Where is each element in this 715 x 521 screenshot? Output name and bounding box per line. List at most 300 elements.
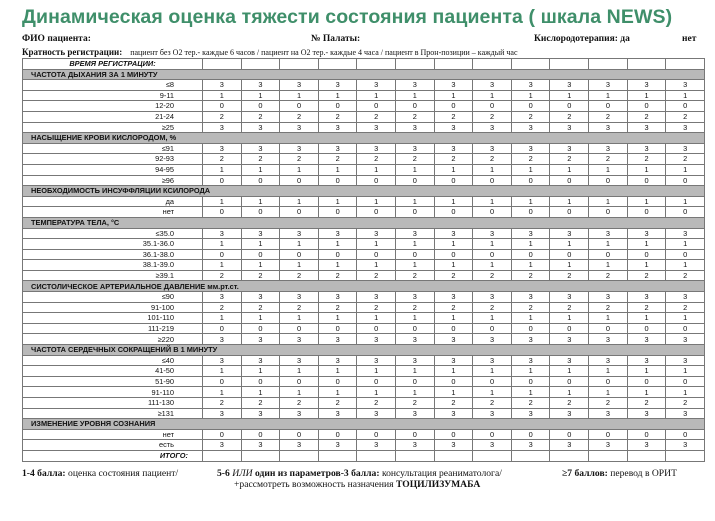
score-cell[interactable]: 1 (550, 164, 589, 175)
score-cell[interactable]: 1 (666, 387, 705, 398)
score-cell[interactable]: 1 (473, 313, 512, 324)
score-cell[interactable]: 0 (550, 175, 589, 186)
score-cell[interactable]: 3 (666, 122, 705, 133)
score-cell[interactable]: 0 (511, 101, 550, 112)
score-cell[interactable]: 0 (357, 249, 396, 260)
score-cell[interactable]: 0 (280, 249, 319, 260)
score-cell[interactable]: 3 (357, 292, 396, 303)
score-cell[interactable]: 0 (434, 376, 473, 387)
time-cell[interactable] (550, 59, 589, 70)
score-cell[interactable]: 0 (357, 376, 396, 387)
score-cell[interactable]: 0 (203, 207, 242, 218)
score-cell[interactable]: 2 (241, 111, 280, 122)
score-cell[interactable]: 0 (550, 429, 589, 440)
time-cell[interactable] (357, 59, 396, 70)
score-cell[interactable]: 3 (203, 440, 242, 451)
score-cell[interactable]: 3 (203, 292, 242, 303)
score-cell[interactable]: 0 (396, 323, 435, 334)
score-cell[interactable]: 1 (396, 387, 435, 398)
score-cell[interactable]: 3 (511, 80, 550, 91)
score-cell[interactable]: 1 (627, 387, 666, 398)
score-cell[interactable]: 1 (511, 239, 550, 250)
score-cell[interactable]: 3 (280, 143, 319, 154)
score-cell[interactable]: 3 (589, 228, 628, 239)
score-cell[interactable]: 1 (434, 90, 473, 101)
score-cell[interactable]: 0 (241, 429, 280, 440)
score-cell[interactable]: 2 (280, 154, 319, 165)
score-cell[interactable]: 2 (434, 154, 473, 165)
score-cell[interactable]: 1 (434, 196, 473, 207)
score-cell[interactable]: 3 (434, 80, 473, 91)
score-cell[interactable]: 0 (318, 376, 357, 387)
score-cell[interactable]: 3 (396, 122, 435, 133)
score-cell[interactable]: 2 (666, 111, 705, 122)
score-cell[interactable]: 2 (666, 270, 705, 281)
score-cell[interactable]: 0 (589, 249, 628, 260)
time-cell[interactable] (396, 59, 435, 70)
score-cell[interactable]: 3 (511, 440, 550, 451)
score-cell[interactable]: 3 (511, 122, 550, 133)
score-cell[interactable]: 3 (241, 80, 280, 91)
score-cell[interactable]: 3 (666, 408, 705, 419)
score-cell[interactable]: 3 (203, 228, 242, 239)
score-cell[interactable]: 3 (357, 143, 396, 154)
score-cell[interactable]: 0 (627, 207, 666, 218)
score-cell[interactable]: 2 (627, 154, 666, 165)
score-cell[interactable]: 3 (511, 292, 550, 303)
score-cell[interactable]: 3 (241, 292, 280, 303)
score-cell[interactable]: 1 (318, 239, 357, 250)
score-cell[interactable]: 2 (241, 270, 280, 281)
score-cell[interactable]: 3 (473, 334, 512, 345)
score-cell[interactable]: 2 (241, 398, 280, 409)
score-cell[interactable]: 1 (627, 313, 666, 324)
score-cell[interactable]: 0 (550, 323, 589, 334)
total-cell[interactable] (396, 450, 435, 461)
score-cell[interactable]: 0 (666, 249, 705, 260)
score-cell[interactable]: 2 (241, 302, 280, 313)
score-cell[interactable]: 0 (434, 175, 473, 186)
score-cell[interactable]: 0 (627, 175, 666, 186)
score-cell[interactable]: 0 (396, 249, 435, 260)
score-cell[interactable]: 1 (203, 313, 242, 324)
score-cell[interactable]: 0 (473, 175, 512, 186)
score-cell[interactable]: 0 (280, 323, 319, 334)
score-cell[interactable]: 3 (550, 228, 589, 239)
score-cell[interactable]: 0 (550, 249, 589, 260)
score-cell[interactable]: 3 (280, 122, 319, 133)
score-cell[interactable]: 3 (434, 292, 473, 303)
score-cell[interactable]: 0 (318, 175, 357, 186)
score-cell[interactable]: 0 (511, 376, 550, 387)
score-cell[interactable]: 0 (241, 376, 280, 387)
score-cell[interactable]: 3 (357, 334, 396, 345)
score-cell[interactable]: 3 (589, 143, 628, 154)
score-cell[interactable]: 1 (396, 239, 435, 250)
score-cell[interactable]: 1 (357, 239, 396, 250)
score-cell[interactable]: 3 (550, 355, 589, 366)
score-cell[interactable]: 1 (473, 366, 512, 377)
score-cell[interactable]: 0 (396, 376, 435, 387)
score-cell[interactable]: 0 (318, 323, 357, 334)
score-cell[interactable]: 0 (473, 376, 512, 387)
score-cell[interactable]: 3 (434, 440, 473, 451)
total-cell[interactable] (357, 450, 396, 461)
score-cell[interactable]: 0 (396, 101, 435, 112)
score-cell[interactable]: 3 (589, 408, 628, 419)
score-cell[interactable]: 3 (241, 334, 280, 345)
score-cell[interactable]: 1 (434, 387, 473, 398)
score-cell[interactable]: 1 (357, 313, 396, 324)
score-cell[interactable]: 2 (511, 398, 550, 409)
score-cell[interactable]: 3 (203, 80, 242, 91)
score-cell[interactable]: 0 (434, 323, 473, 334)
score-cell[interactable]: 0 (203, 101, 242, 112)
score-cell[interactable]: 3 (434, 122, 473, 133)
score-cell[interactable]: 2 (434, 111, 473, 122)
score-cell[interactable]: 3 (550, 80, 589, 91)
score-cell[interactable]: 0 (627, 376, 666, 387)
score-cell[interactable]: 3 (627, 122, 666, 133)
score-cell[interactable]: 2 (357, 270, 396, 281)
score-cell[interactable]: 3 (280, 228, 319, 239)
score-cell[interactable]: 3 (434, 143, 473, 154)
score-cell[interactable]: 1 (666, 90, 705, 101)
score-cell[interactable]: 0 (511, 175, 550, 186)
score-cell[interactable]: 1 (550, 260, 589, 271)
score-cell[interactable]: 2 (511, 270, 550, 281)
score-cell[interactable]: 0 (550, 101, 589, 112)
score-cell[interactable]: 2 (318, 111, 357, 122)
score-cell[interactable]: 1 (473, 164, 512, 175)
score-cell[interactable]: 3 (589, 80, 628, 91)
score-cell[interactable]: 0 (203, 376, 242, 387)
score-cell[interactable]: 2 (666, 398, 705, 409)
score-cell[interactable]: 1 (666, 164, 705, 175)
score-cell[interactable]: 1 (280, 366, 319, 377)
score-cell[interactable]: 3 (318, 228, 357, 239)
score-cell[interactable]: 0 (434, 207, 473, 218)
score-cell[interactable]: 2 (318, 154, 357, 165)
score-cell[interactable]: 2 (550, 302, 589, 313)
score-cell[interactable]: 3 (280, 408, 319, 419)
score-cell[interactable]: 0 (203, 323, 242, 334)
score-cell[interactable]: 2 (434, 398, 473, 409)
score-cell[interactable]: 1 (203, 260, 242, 271)
score-cell[interactable]: 3 (550, 334, 589, 345)
score-cell[interactable]: 1 (589, 366, 628, 377)
score-cell[interactable]: 3 (511, 334, 550, 345)
score-cell[interactable]: 1 (511, 313, 550, 324)
score-cell[interactable]: 1 (666, 313, 705, 324)
score-cell[interactable]: 0 (318, 101, 357, 112)
score-cell[interactable]: 3 (318, 292, 357, 303)
score-cell[interactable]: 3 (473, 355, 512, 366)
score-cell[interactable]: 3 (357, 355, 396, 366)
score-cell[interactable]: 1 (550, 313, 589, 324)
score-cell[interactable]: 3 (627, 143, 666, 154)
score-cell[interactable]: 1 (666, 196, 705, 207)
score-cell[interactable]: 1 (511, 164, 550, 175)
time-cell[interactable] (666, 59, 705, 70)
score-cell[interactable]: 0 (203, 175, 242, 186)
score-cell[interactable]: 0 (473, 101, 512, 112)
score-cell[interactable]: 3 (434, 355, 473, 366)
score-cell[interactable]: 2 (550, 111, 589, 122)
score-cell[interactable]: 1 (550, 196, 589, 207)
score-cell[interactable]: 3 (473, 440, 512, 451)
score-cell[interactable]: 3 (473, 122, 512, 133)
score-cell[interactable]: 2 (589, 154, 628, 165)
score-cell[interactable]: 3 (396, 408, 435, 419)
score-cell[interactable]: 1 (627, 90, 666, 101)
score-cell[interactable]: 1 (280, 239, 319, 250)
score-cell[interactable]: 1 (666, 239, 705, 250)
score-cell[interactable]: 3 (627, 440, 666, 451)
score-cell[interactable]: 1 (511, 366, 550, 377)
score-cell[interactable]: 0 (434, 101, 473, 112)
score-cell[interactable]: 2 (627, 270, 666, 281)
score-cell[interactable]: 2 (666, 154, 705, 165)
score-cell[interactable]: 0 (357, 207, 396, 218)
score-cell[interactable]: 3 (511, 355, 550, 366)
score-cell[interactable]: 0 (241, 101, 280, 112)
score-cell[interactable]: 0 (627, 323, 666, 334)
score-cell[interactable]: 3 (357, 122, 396, 133)
total-cell[interactable] (511, 450, 550, 461)
score-cell[interactable]: 2 (280, 111, 319, 122)
score-cell[interactable]: 3 (550, 143, 589, 154)
score-cell[interactable]: 1 (241, 196, 280, 207)
score-cell[interactable]: 1 (589, 164, 628, 175)
time-cell[interactable] (473, 59, 512, 70)
score-cell[interactable]: 3 (473, 80, 512, 91)
score-cell[interactable]: 1 (511, 196, 550, 207)
score-cell[interactable]: 3 (473, 228, 512, 239)
score-cell[interactable]: 1 (318, 90, 357, 101)
score-cell[interactable]: 3 (280, 440, 319, 451)
score-cell[interactable]: 1 (280, 387, 319, 398)
score-cell[interactable]: 2 (203, 398, 242, 409)
score-cell[interactable]: 3 (511, 408, 550, 419)
score-cell[interactable]: 1 (203, 164, 242, 175)
score-cell[interactable]: 1 (589, 196, 628, 207)
score-cell[interactable]: 2 (434, 302, 473, 313)
score-cell[interactable]: 1 (511, 90, 550, 101)
score-cell[interactable]: 3 (241, 228, 280, 239)
score-cell[interactable]: 1 (241, 387, 280, 398)
score-cell[interactable]: 0 (396, 175, 435, 186)
score-cell[interactable]: 2 (357, 398, 396, 409)
score-cell[interactable]: 3 (627, 80, 666, 91)
score-cell[interactable]: 3 (666, 80, 705, 91)
score-cell[interactable]: 0 (666, 207, 705, 218)
score-cell[interactable]: 0 (280, 429, 319, 440)
score-cell[interactable]: 1 (357, 260, 396, 271)
score-cell[interactable]: 3 (203, 122, 242, 133)
total-cell[interactable] (203, 450, 242, 461)
score-cell[interactable]: 2 (434, 270, 473, 281)
score-cell[interactable]: 3 (666, 334, 705, 345)
score-cell[interactable]: 0 (241, 249, 280, 260)
score-cell[interactable]: 1 (396, 196, 435, 207)
score-cell[interactable]: 2 (589, 302, 628, 313)
score-cell[interactable]: 0 (511, 323, 550, 334)
score-cell[interactable]: 2 (357, 111, 396, 122)
score-cell[interactable]: 2 (473, 302, 512, 313)
score-cell[interactable]: 2 (203, 154, 242, 165)
score-cell[interactable]: 2 (203, 111, 242, 122)
score-cell[interactable]: 1 (280, 164, 319, 175)
score-cell[interactable]: 2 (550, 154, 589, 165)
score-cell[interactable]: 1 (357, 366, 396, 377)
score-cell[interactable]: 1 (434, 366, 473, 377)
total-cell[interactable] (241, 450, 280, 461)
score-cell[interactable]: 3 (318, 143, 357, 154)
score-cell[interactable]: 1 (203, 387, 242, 398)
score-cell[interactable]: 1 (434, 239, 473, 250)
total-cell[interactable] (434, 450, 473, 461)
score-cell[interactable]: 1 (511, 387, 550, 398)
score-cell[interactable]: 1 (434, 164, 473, 175)
score-cell[interactable]: 3 (589, 440, 628, 451)
score-cell[interactable]: 3 (357, 408, 396, 419)
score-cell[interactable]: 0 (511, 249, 550, 260)
score-cell[interactable]: 1 (396, 164, 435, 175)
score-cell[interactable]: 2 (627, 398, 666, 409)
score-cell[interactable]: 3 (318, 355, 357, 366)
score-cell[interactable]: 1 (318, 260, 357, 271)
score-cell[interactable]: 1 (473, 90, 512, 101)
score-cell[interactable]: 0 (357, 323, 396, 334)
score-cell[interactable]: 1 (280, 260, 319, 271)
score-cell[interactable]: 1 (203, 239, 242, 250)
score-cell[interactable]: 3 (396, 334, 435, 345)
score-cell[interactable]: 3 (589, 334, 628, 345)
score-cell[interactable]: 3 (203, 355, 242, 366)
score-cell[interactable]: 1 (550, 366, 589, 377)
score-cell[interactable]: 3 (318, 408, 357, 419)
score-cell[interactable]: 1 (241, 313, 280, 324)
score-cell[interactable]: 1 (318, 313, 357, 324)
score-cell[interactable]: 3 (589, 355, 628, 366)
score-cell[interactable]: 0 (627, 429, 666, 440)
score-cell[interactable]: 3 (666, 355, 705, 366)
score-cell[interactable]: 3 (589, 292, 628, 303)
score-cell[interactable]: 3 (280, 355, 319, 366)
score-cell[interactable]: 1 (396, 313, 435, 324)
score-cell[interactable]: 1 (318, 196, 357, 207)
score-cell[interactable]: 0 (666, 429, 705, 440)
score-cell[interactable]: 0 (511, 207, 550, 218)
score-cell[interactable]: 1 (318, 164, 357, 175)
score-cell[interactable]: 1 (627, 239, 666, 250)
score-cell[interactable]: 1 (627, 196, 666, 207)
score-cell[interactable]: 0 (357, 175, 396, 186)
score-cell[interactable]: 2 (357, 302, 396, 313)
score-cell[interactable]: 2 (589, 270, 628, 281)
score-cell[interactable]: 3 (357, 80, 396, 91)
score-cell[interactable]: 1 (627, 366, 666, 377)
score-cell[interactable]: 0 (589, 323, 628, 334)
score-cell[interactable]: 1 (318, 387, 357, 398)
score-cell[interactable]: 0 (550, 376, 589, 387)
score-cell[interactable]: 0 (318, 249, 357, 260)
score-cell[interactable]: 2 (396, 154, 435, 165)
time-cell[interactable] (280, 59, 319, 70)
score-cell[interactable]: 1 (473, 387, 512, 398)
score-cell[interactable]: 2 (550, 270, 589, 281)
score-cell[interactable]: 0 (666, 376, 705, 387)
score-cell[interactable]: 1 (318, 366, 357, 377)
score-cell[interactable]: 2 (280, 270, 319, 281)
time-cell[interactable] (203, 59, 242, 70)
score-cell[interactable]: 1 (473, 260, 512, 271)
score-cell[interactable]: 2 (318, 270, 357, 281)
score-cell[interactable]: 0 (434, 429, 473, 440)
score-cell[interactable]: 3 (473, 292, 512, 303)
score-cell[interactable]: 0 (589, 207, 628, 218)
score-cell[interactable]: 0 (203, 249, 242, 260)
score-cell[interactable]: 0 (280, 207, 319, 218)
score-cell[interactable]: 0 (241, 207, 280, 218)
score-cell[interactable]: 2 (473, 111, 512, 122)
score-cell[interactable]: 0 (473, 207, 512, 218)
score-cell[interactable]: 0 (396, 207, 435, 218)
score-cell[interactable]: 1 (280, 313, 319, 324)
score-cell[interactable]: 3 (666, 143, 705, 154)
score-cell[interactable]: 1 (357, 164, 396, 175)
score-cell[interactable]: 0 (318, 429, 357, 440)
score-cell[interactable]: 2 (589, 398, 628, 409)
score-cell[interactable]: 3 (203, 143, 242, 154)
score-cell[interactable]: 1 (280, 196, 319, 207)
score-cell[interactable]: 2 (550, 398, 589, 409)
time-cell[interactable] (241, 59, 280, 70)
score-cell[interactable]: 3 (396, 355, 435, 366)
score-cell[interactable]: 3 (241, 355, 280, 366)
score-cell[interactable]: 3 (396, 292, 435, 303)
score-cell[interactable]: 0 (511, 429, 550, 440)
score-cell[interactable]: 0 (666, 323, 705, 334)
score-cell[interactable]: 0 (666, 101, 705, 112)
score-cell[interactable]: 3 (318, 122, 357, 133)
score-cell[interactable]: 3 (550, 292, 589, 303)
score-cell[interactable]: 2 (473, 398, 512, 409)
score-cell[interactable]: 2 (396, 111, 435, 122)
score-cell[interactable]: 0 (589, 376, 628, 387)
score-cell[interactable]: 2 (241, 154, 280, 165)
score-cell[interactable]: 0 (318, 207, 357, 218)
score-cell[interactable]: 3 (473, 408, 512, 419)
score-cell[interactable]: 0 (280, 101, 319, 112)
score-cell[interactable]: 3 (203, 408, 242, 419)
score-cell[interactable]: 1 (473, 196, 512, 207)
score-cell[interactable]: 1 (241, 90, 280, 101)
score-cell[interactable]: 3 (280, 334, 319, 345)
score-cell[interactable]: 3 (434, 228, 473, 239)
total-cell[interactable] (627, 450, 666, 461)
score-cell[interactable]: 3 (550, 440, 589, 451)
score-cell[interactable]: 0 (627, 101, 666, 112)
score-cell[interactable]: 1 (280, 90, 319, 101)
time-cell[interactable] (318, 59, 357, 70)
score-cell[interactable]: 3 (589, 122, 628, 133)
score-cell[interactable]: 1 (203, 196, 242, 207)
score-cell[interactable]: 1 (357, 387, 396, 398)
total-cell[interactable] (318, 450, 357, 461)
score-cell[interactable]: 0 (589, 429, 628, 440)
